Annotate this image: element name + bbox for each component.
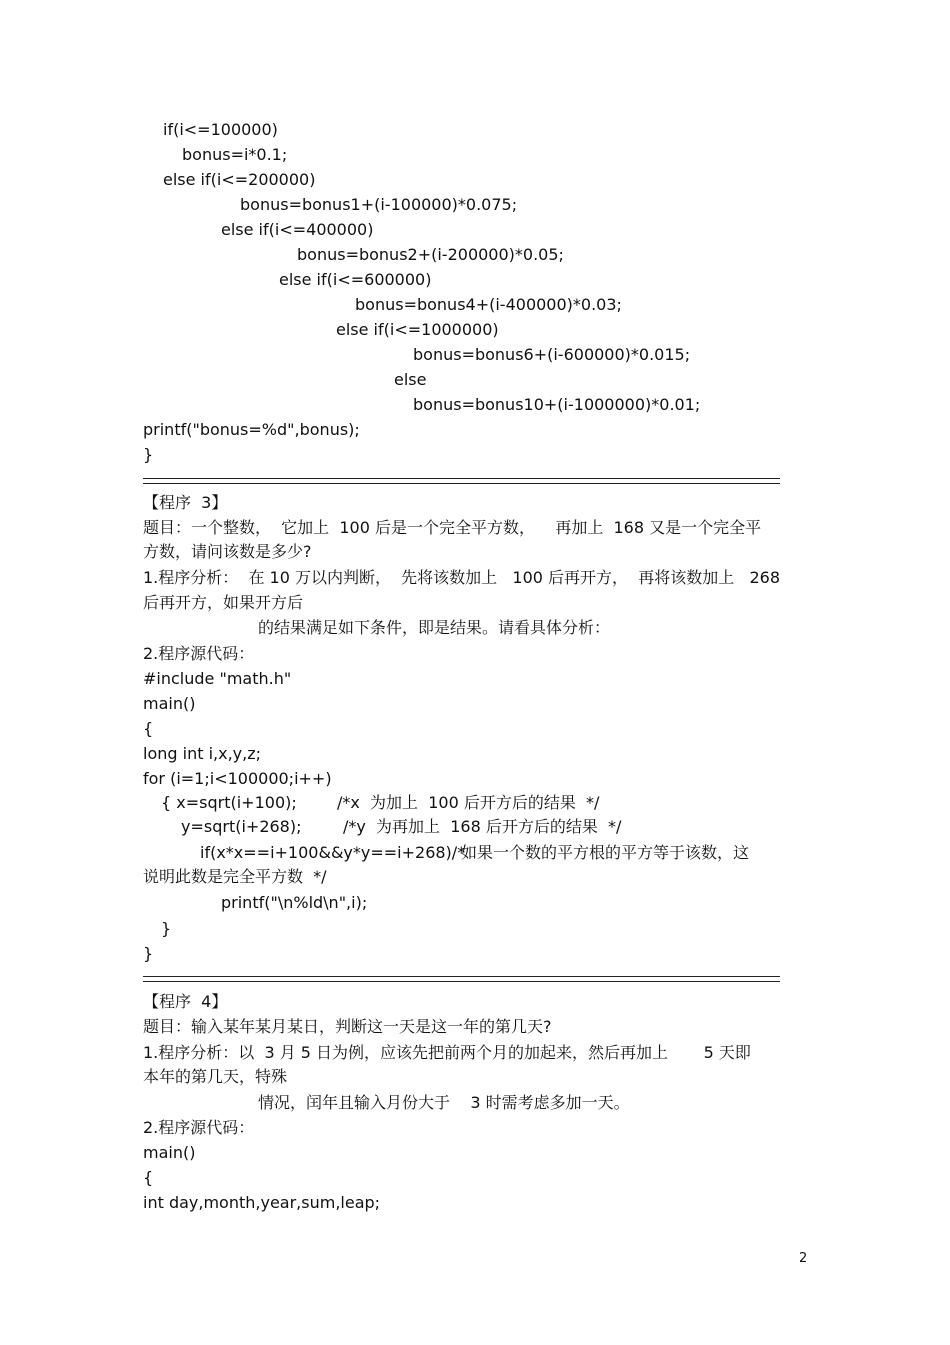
code-line: } bbox=[143, 944, 154, 963]
code-comment: /*x 为加上 100 后开方后的结果 */ bbox=[337, 793, 600, 812]
code-line: int day,month,year,sum,leap; bbox=[143, 1193, 381, 1212]
code-line: bonus=bonus1+(i-100000)*0.075; bbox=[240, 195, 518, 214]
code-line: printf("bonus=%d",bonus); bbox=[143, 420, 360, 439]
code-line: { bbox=[143, 1168, 154, 1187]
program-heading: 【程序 4】 bbox=[143, 992, 228, 1011]
code-line: else if(i<=600000) bbox=[279, 270, 432, 289]
code-line: bonus=bonus6+(i-600000)*0.015; bbox=[413, 345, 691, 364]
code-line: else if(i<=200000) bbox=[163, 170, 316, 189]
problem-text: 题目：输入某年某月某日，判断这一天是这一年的第几天? bbox=[143, 1017, 552, 1036]
problem-text: 方数，请问该数是多少? bbox=[143, 542, 312, 561]
code-line: else bbox=[394, 370, 427, 389]
code-line: bonus=bonus4+(i-400000)*0.03; bbox=[355, 295, 622, 314]
code-line: main() bbox=[143, 694, 196, 713]
code-line: #include "math.h" bbox=[143, 669, 292, 688]
analysis-text: 本年的第几天，特殊 bbox=[143, 1067, 288, 1086]
source-heading: 2.程序源代码： bbox=[143, 1118, 255, 1137]
code-line: main() bbox=[143, 1143, 196, 1162]
code-line: bonus=i*0.1; bbox=[182, 145, 288, 164]
analysis-text: 后再开方，如果开方后 bbox=[143, 593, 304, 612]
code-comment: /*y 为再加上 168 后开方后的结果 */ bbox=[343, 817, 622, 836]
source-heading: 2.程序源代码： bbox=[143, 644, 255, 663]
code-line: bonus=bonus2+(i-200000)*0.05; bbox=[297, 245, 564, 264]
section-separator bbox=[143, 478, 780, 484]
code-line: { bbox=[143, 719, 154, 738]
analysis-text: 1.程序分析：以 3 月 5 日为例，应该先把前两个月的加起来，然后再加上 5 天即 bbox=[143, 1043, 751, 1062]
code-line: else if(i<=400000) bbox=[221, 220, 374, 239]
code-line: } bbox=[143, 445, 154, 464]
program-heading: 【程序 3】 bbox=[143, 493, 228, 512]
analysis-text: 情况，闰年且输入月份大于 3 时需考虑多加一天。 bbox=[258, 1093, 630, 1112]
code-line: y=sqrt(i+268); bbox=[181, 817, 302, 836]
code-line: long int i,x,y,z; bbox=[143, 744, 261, 763]
page-number: 2 bbox=[799, 1251, 808, 1266]
code-line: for (i=1;i<100000;i++) bbox=[143, 769, 332, 788]
code-line: printf("\n%ld\n",i); bbox=[221, 893, 368, 912]
analysis-text: 的结果满足如下条件，即是结果。请看具体分析： bbox=[258, 618, 611, 637]
analysis-text: 1.程序分析： 在 10 万以内判断， 先将该数加上 100 后再开方， 再将该数加上 268 bbox=[143, 568, 780, 587]
code-comment: 说明此数是完全平方数 */ bbox=[143, 867, 327, 886]
code-line: else if(i<=1000000) bbox=[336, 320, 499, 339]
code-line: bonus=bonus10+(i-1000000)*0.01; bbox=[413, 395, 701, 414]
section-separator bbox=[143, 976, 780, 982]
code-comment: 如果一个数的平方根的平方等于该数，这 bbox=[461, 843, 750, 862]
problem-text: 题目：一个整数， 它加上 100 后是一个完全平方数， 再加上 168 又是一个完全平 bbox=[143, 518, 762, 537]
code-line: } bbox=[161, 919, 172, 938]
code-line: if(i<=100000) bbox=[163, 120, 278, 139]
code-line: if(x*x==i+100&&y*y==i+268)/* bbox=[200, 843, 466, 862]
code-line: { x=sqrt(i+100); bbox=[161, 793, 297, 812]
